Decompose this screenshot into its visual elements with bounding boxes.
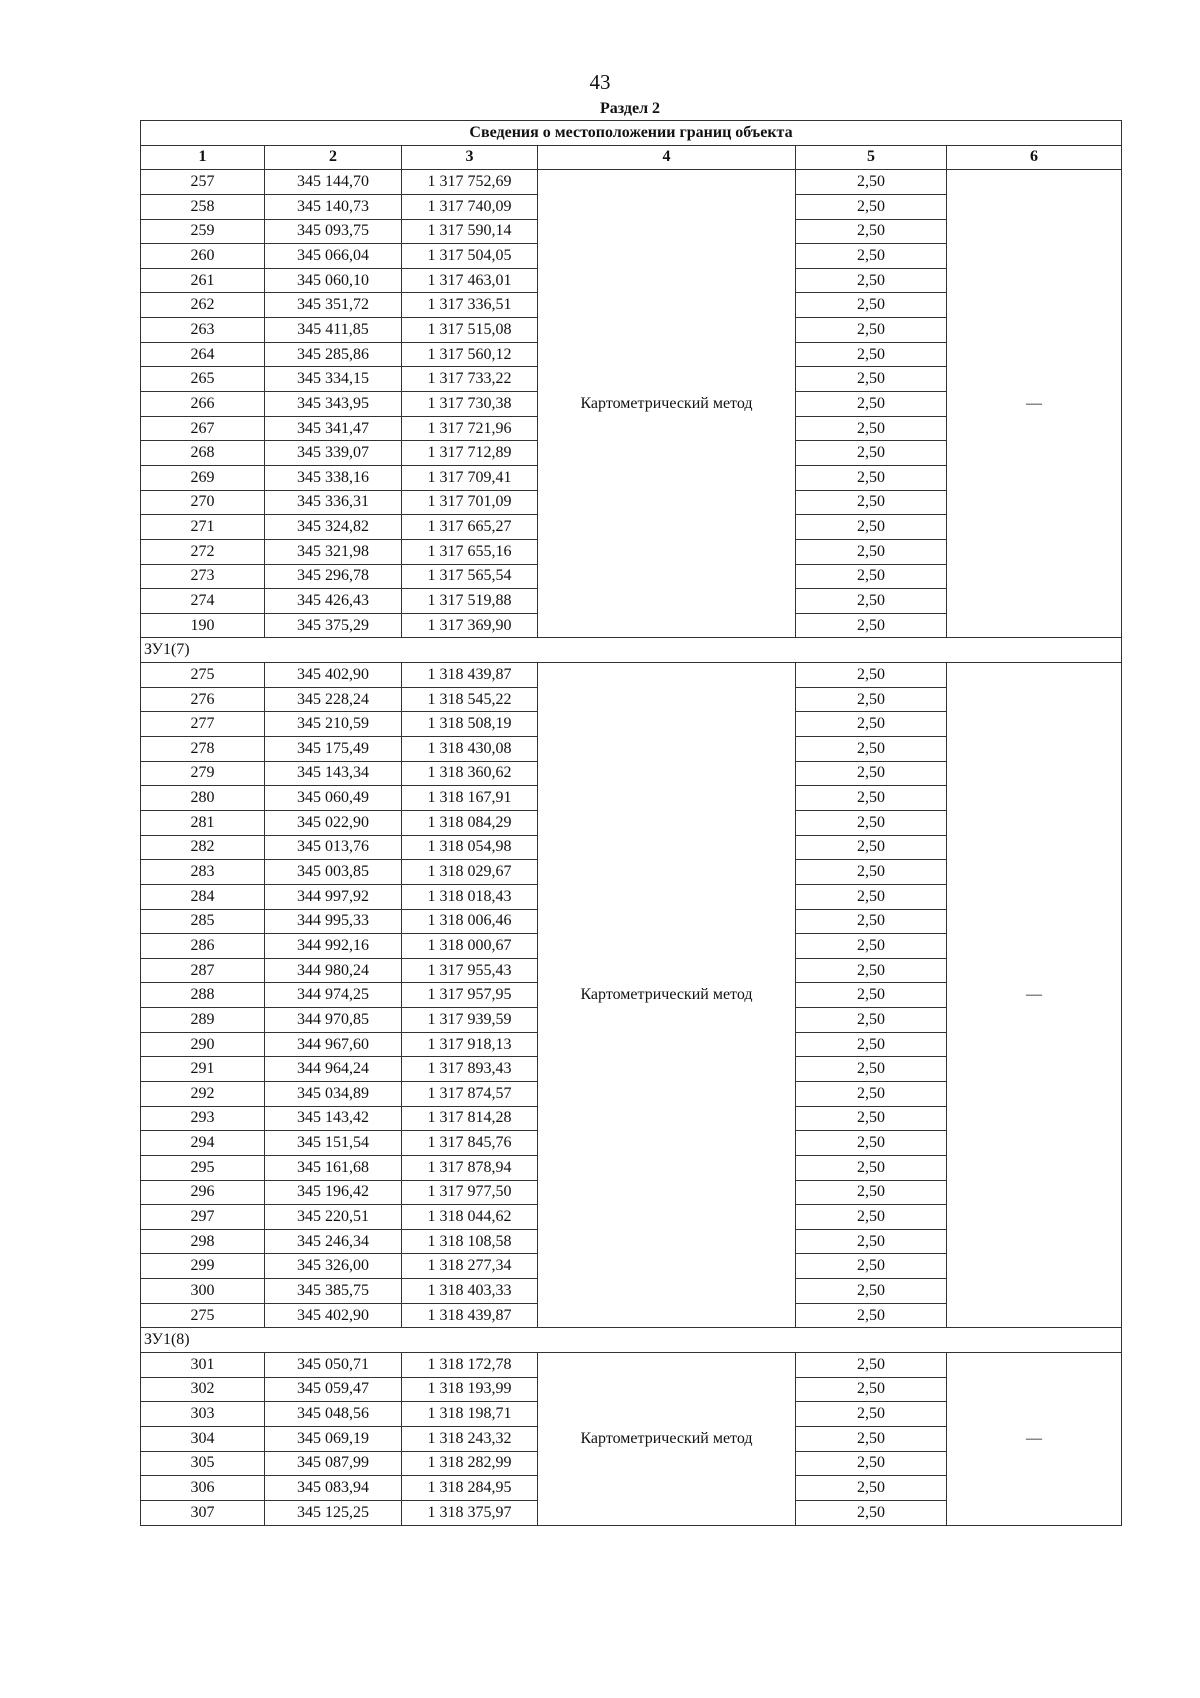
point-number-cell: 287 — [141, 958, 265, 983]
y-coordinate-cell: 1 317 752,69 — [402, 170, 538, 195]
x-coordinate-cell: 345 066,04 — [265, 244, 402, 269]
point-number-cell: 190 — [141, 613, 265, 638]
y-coordinate-cell: 1 317 369,90 — [402, 613, 538, 638]
y-coordinate-cell: 1 317 740,09 — [402, 194, 538, 219]
y-coordinate-cell: 1 318 439,87 — [402, 663, 538, 688]
x-coordinate-cell: 345 143,42 — [265, 1106, 402, 1131]
accuracy-cell: 2,50 — [796, 1081, 947, 1106]
y-coordinate-cell: 1 318 018,43 — [402, 884, 538, 909]
y-coordinate-cell: 1 317 665,27 — [402, 515, 538, 540]
accuracy-cell: 2,50 — [796, 1402, 947, 1427]
point-number-cell: 263 — [141, 318, 265, 343]
table-body — [141, 121, 1122, 1526]
column-header: 3 — [402, 145, 538, 170]
accuracy-cell: 2,50 — [796, 1377, 947, 1402]
accuracy-cell: 2,50 — [796, 687, 947, 712]
y-coordinate-cell: 1 317 336,51 — [402, 293, 538, 318]
x-coordinate-cell: 345 385,75 — [265, 1279, 402, 1304]
y-coordinate-cell: 1 317 519,88 — [402, 589, 538, 614]
y-coordinate-cell: 1 317 955,43 — [402, 958, 538, 983]
x-coordinate-cell: 345 048,56 — [265, 1402, 402, 1427]
x-coordinate-cell: 345 069,19 — [265, 1426, 402, 1451]
x-coordinate-cell: 345 161,68 — [265, 1155, 402, 1180]
y-coordinate-cell: 1 317 893,43 — [402, 1057, 538, 1082]
caption-row — [141, 121, 1122, 146]
point-number-cell: 283 — [141, 860, 265, 885]
x-coordinate-cell: 344 970,85 — [265, 1008, 402, 1033]
point-number-cell: 266 — [141, 392, 265, 417]
point-number-cell: 281 — [141, 810, 265, 835]
point-number-cell: 274 — [141, 589, 265, 614]
point-number-cell: 265 — [141, 367, 265, 392]
x-coordinate-cell: 345 411,85 — [265, 318, 402, 343]
accuracy-cell: 2,50 — [796, 589, 947, 614]
accuracy-cell: 2,50 — [796, 860, 947, 885]
y-coordinate-cell: 1 317 504,05 — [402, 244, 538, 269]
page-number: 43 — [589, 70, 611, 94]
x-coordinate-cell: 345 087,99 — [265, 1451, 402, 1476]
y-coordinate-cell: 1 317 590,14 — [402, 219, 538, 244]
y-coordinate-cell: 1 318 000,67 — [402, 934, 538, 959]
boundary-coordinates-table — [140, 120, 1122, 1526]
point-number-cell: 269 — [141, 465, 265, 490]
y-coordinate-cell: 1 317 939,59 — [402, 1008, 538, 1033]
accuracy-cell: 2,50 — [796, 318, 947, 343]
accuracy-cell: 2,50 — [796, 268, 947, 293]
point-number-cell: 282 — [141, 835, 265, 860]
y-coordinate-cell: 1 318 193,99 — [402, 1377, 538, 1402]
group-row — [141, 638, 1122, 663]
point-number-cell: 284 — [141, 884, 265, 909]
column-header: 5 — [796, 145, 947, 170]
accuracy-cell: 2,50 — [796, 1229, 947, 1254]
point-number-cell: 293 — [141, 1106, 265, 1131]
accuracy-cell: 2,50 — [796, 1451, 947, 1476]
point-number-cell: 258 — [141, 194, 265, 219]
point-number-cell: 289 — [141, 1008, 265, 1033]
accuracy-cell: 2,50 — [796, 958, 947, 983]
y-coordinate-cell: 1 317 712,89 — [402, 441, 538, 466]
x-coordinate-cell: 345 228,24 — [265, 687, 402, 712]
table-row — [141, 1353, 1122, 1378]
point-number-cell: 296 — [141, 1180, 265, 1205]
point-number-cell: 270 — [141, 490, 265, 515]
y-coordinate-cell: 1 318 108,58 — [402, 1229, 538, 1254]
accuracy-cell: 2,50 — [796, 835, 947, 860]
point-number-cell: 303 — [141, 1402, 265, 1427]
section-title: Раздел 2 — [599, 100, 661, 117]
point-number-cell: 305 — [141, 1451, 265, 1476]
point-number-cell: 280 — [141, 786, 265, 811]
group-label: ЗУ1(8) — [141, 1328, 1122, 1353]
point-number-cell: 275 — [141, 663, 265, 688]
point-number-cell: 267 — [141, 416, 265, 441]
accuracy-cell: 2,50 — [796, 761, 947, 786]
accuracy-cell: 2,50 — [796, 1057, 947, 1082]
x-coordinate-cell: 345 143,34 — [265, 761, 402, 786]
point-number-cell: 273 — [141, 564, 265, 589]
point-number-cell: 268 — [141, 441, 265, 466]
accuracy-cell: 2,50 — [796, 934, 947, 959]
accuracy-cell: 2,50 — [796, 441, 947, 466]
accuracy-cell: 2,50 — [796, 219, 947, 244]
point-number-cell: 304 — [141, 1426, 265, 1451]
y-coordinate-cell: 1 318 508,19 — [402, 712, 538, 737]
point-number-cell: 300 — [141, 1279, 265, 1304]
x-coordinate-cell: 344 980,24 — [265, 958, 402, 983]
point-number-cell: 290 — [141, 1032, 265, 1057]
point-number-cell: 307 — [141, 1500, 265, 1525]
point-number-cell: 295 — [141, 1155, 265, 1180]
y-coordinate-cell: 1 317 721,96 — [402, 416, 538, 441]
point-number-cell: 262 — [141, 293, 265, 318]
x-coordinate-cell: 345 324,82 — [265, 515, 402, 540]
table-row — [141, 663, 1122, 688]
x-coordinate-cell: 344 992,16 — [265, 934, 402, 959]
accuracy-cell: 2,50 — [796, 1500, 947, 1525]
x-coordinate-cell: 345 246,34 — [265, 1229, 402, 1254]
accuracy-cell: 2,50 — [796, 983, 947, 1008]
accuracy-cell: 2,50 — [796, 1106, 947, 1131]
point-number-cell: 299 — [141, 1254, 265, 1279]
x-coordinate-cell: 345 375,29 — [265, 613, 402, 638]
y-coordinate-cell: 1 318 545,22 — [402, 687, 538, 712]
column-header: 6 — [947, 145, 1122, 170]
y-coordinate-cell: 1 317 814,28 — [402, 1106, 538, 1131]
y-coordinate-cell: 1 318 284,95 — [402, 1476, 538, 1501]
point-number-cell: 272 — [141, 539, 265, 564]
point-number-cell: 278 — [141, 737, 265, 762]
x-coordinate-cell: 345 402,90 — [265, 1303, 402, 1328]
accuracy-cell: 2,50 — [796, 342, 947, 367]
x-coordinate-cell: 345 321,98 — [265, 539, 402, 564]
x-coordinate-cell: 345 060,49 — [265, 786, 402, 811]
x-coordinate-cell: 345 210,59 — [265, 712, 402, 737]
x-coordinate-cell: 344 964,24 — [265, 1057, 402, 1082]
accuracy-cell: 2,50 — [796, 1032, 947, 1057]
x-coordinate-cell: 345 341,47 — [265, 416, 402, 441]
column-header-row — [141, 145, 1122, 170]
accuracy-cell: 2,50 — [796, 367, 947, 392]
accuracy-cell: 2,50 — [796, 1426, 947, 1451]
x-coordinate-cell: 345 339,07 — [265, 441, 402, 466]
method-cell: Картометрический метод — [538, 663, 796, 1328]
y-coordinate-cell: 1 318 044,62 — [402, 1205, 538, 1230]
accuracy-cell: 2,50 — [796, 663, 947, 688]
column-6-cell: — — [947, 170, 1122, 638]
x-coordinate-cell: 345 343,95 — [265, 392, 402, 417]
y-coordinate-cell: 1 318 360,62 — [402, 761, 538, 786]
y-coordinate-cell: 1 317 655,16 — [402, 539, 538, 564]
accuracy-cell: 2,50 — [796, 712, 947, 737]
y-coordinate-cell: 1 318 243,32 — [402, 1426, 538, 1451]
y-coordinate-cell: 1 318 172,78 — [402, 1353, 538, 1378]
accuracy-cell: 2,50 — [796, 1205, 947, 1230]
point-number-cell: 271 — [141, 515, 265, 540]
point-number-cell: 260 — [141, 244, 265, 269]
accuracy-cell: 2,50 — [796, 244, 947, 269]
accuracy-cell: 2,50 — [796, 490, 947, 515]
point-number-cell: 257 — [141, 170, 265, 195]
accuracy-cell: 2,50 — [796, 613, 947, 638]
point-number-cell: 279 — [141, 761, 265, 786]
point-number-cell: 286 — [141, 934, 265, 959]
point-number-cell: 275 — [141, 1303, 265, 1328]
point-number-cell: 261 — [141, 268, 265, 293]
point-number-cell: 297 — [141, 1205, 265, 1230]
accuracy-cell: 2,50 — [796, 737, 947, 762]
accuracy-cell: 2,50 — [796, 1476, 947, 1501]
x-coordinate-cell: 344 967,60 — [265, 1032, 402, 1057]
y-coordinate-cell: 1 317 733,22 — [402, 367, 538, 392]
x-coordinate-cell: 345 402,90 — [265, 663, 402, 688]
x-coordinate-cell: 345 060,10 — [265, 268, 402, 293]
x-coordinate-cell: 345 125,25 — [265, 1500, 402, 1525]
y-coordinate-cell: 1 317 701,09 — [402, 490, 538, 515]
y-coordinate-cell: 1 317 874,57 — [402, 1081, 538, 1106]
accuracy-cell: 2,50 — [796, 293, 947, 318]
accuracy-cell: 2,50 — [796, 909, 947, 934]
accuracy-cell: 2,50 — [796, 786, 947, 811]
table-row — [141, 170, 1122, 195]
accuracy-cell: 2,50 — [796, 416, 947, 441]
x-coordinate-cell: 345 220,51 — [265, 1205, 402, 1230]
accuracy-cell: 2,50 — [796, 1155, 947, 1180]
point-number-cell: 292 — [141, 1081, 265, 1106]
accuracy-cell: 2,50 — [796, 1008, 947, 1033]
accuracy-cell: 2,50 — [796, 194, 947, 219]
x-coordinate-cell: 345 351,72 — [265, 293, 402, 318]
y-coordinate-cell: 1 318 439,87 — [402, 1303, 538, 1328]
x-coordinate-cell: 345 151,54 — [265, 1131, 402, 1156]
x-coordinate-cell: 345 093,75 — [265, 219, 402, 244]
y-coordinate-cell: 1 317 977,50 — [402, 1180, 538, 1205]
y-coordinate-cell: 1 318 277,34 — [402, 1254, 538, 1279]
accuracy-cell: 2,50 — [796, 810, 947, 835]
accuracy-cell: 2,50 — [796, 392, 947, 417]
column-header: 2 — [265, 145, 402, 170]
x-coordinate-cell: 345 175,49 — [265, 737, 402, 762]
point-number-cell: 302 — [141, 1377, 265, 1402]
y-coordinate-cell: 1 318 430,08 — [402, 737, 538, 762]
y-coordinate-cell: 1 317 463,01 — [402, 268, 538, 293]
y-coordinate-cell: 1 317 730,38 — [402, 392, 538, 417]
y-coordinate-cell: 1 317 709,41 — [402, 465, 538, 490]
point-number-cell: 291 — [141, 1057, 265, 1082]
point-number-cell: 306 — [141, 1476, 265, 1501]
y-coordinate-cell: 1 317 957,95 — [402, 983, 538, 1008]
point-number-cell: 285 — [141, 909, 265, 934]
y-coordinate-cell: 1 318 403,33 — [402, 1279, 538, 1304]
y-coordinate-cell: 1 318 282,99 — [402, 1451, 538, 1476]
x-coordinate-cell: 345 338,16 — [265, 465, 402, 490]
column-header: 4 — [538, 145, 796, 170]
accuracy-cell: 2,50 — [796, 515, 947, 540]
point-number-cell: 276 — [141, 687, 265, 712]
table-caption: Сведения о местоположении границ объекта — [141, 121, 1122, 146]
point-number-cell: 288 — [141, 983, 265, 1008]
x-coordinate-cell: 345 196,42 — [265, 1180, 402, 1205]
method-cell: Картометрический метод — [538, 170, 796, 638]
column-6-cell: — — [947, 663, 1122, 1328]
column-6-cell: — — [947, 1353, 1122, 1525]
x-coordinate-cell: 345 013,76 — [265, 835, 402, 860]
y-coordinate-cell: 1 317 515,08 — [402, 318, 538, 343]
x-coordinate-cell: 345 326,00 — [265, 1254, 402, 1279]
y-coordinate-cell: 1 318 006,46 — [402, 909, 538, 934]
y-coordinate-cell: 1 318 029,67 — [402, 860, 538, 885]
x-coordinate-cell: 344 997,92 — [265, 884, 402, 909]
x-coordinate-cell: 345 296,78 — [265, 564, 402, 589]
group-label: ЗУ1(7) — [141, 638, 1122, 663]
y-coordinate-cell: 1 317 918,13 — [402, 1032, 538, 1057]
group-row — [141, 1328, 1122, 1353]
accuracy-cell: 2,50 — [796, 1131, 947, 1156]
y-coordinate-cell: 1 318 375,97 — [402, 1500, 538, 1525]
y-coordinate-cell: 1 317 565,54 — [402, 564, 538, 589]
x-coordinate-cell: 345 426,43 — [265, 589, 402, 614]
point-number-cell: 294 — [141, 1131, 265, 1156]
x-coordinate-cell: 345 083,94 — [265, 1476, 402, 1501]
point-number-cell: 298 — [141, 1229, 265, 1254]
accuracy-cell: 2,50 — [796, 170, 947, 195]
accuracy-cell: 2,50 — [796, 465, 947, 490]
x-coordinate-cell: 345 334,15 — [265, 367, 402, 392]
point-number-cell: 301 — [141, 1353, 265, 1378]
point-number-cell: 277 — [141, 712, 265, 737]
y-coordinate-cell: 1 318 084,29 — [402, 810, 538, 835]
y-coordinate-cell: 1 318 167,91 — [402, 786, 538, 811]
x-coordinate-cell: 345 140,73 — [265, 194, 402, 219]
x-coordinate-cell: 345 022,90 — [265, 810, 402, 835]
accuracy-cell: 2,50 — [796, 1180, 947, 1205]
x-coordinate-cell: 345 050,71 — [265, 1353, 402, 1378]
column-header: 1 — [141, 145, 265, 170]
y-coordinate-cell: 1 318 198,71 — [402, 1402, 538, 1427]
x-coordinate-cell: 345 285,86 — [265, 342, 402, 367]
accuracy-cell: 2,50 — [796, 1279, 947, 1304]
accuracy-cell: 2,50 — [796, 564, 947, 589]
x-coordinate-cell: 345 336,31 — [265, 490, 402, 515]
y-coordinate-cell: 1 317 878,94 — [402, 1155, 538, 1180]
x-coordinate-cell: 345 034,89 — [265, 1081, 402, 1106]
accuracy-cell: 2,50 — [796, 1353, 947, 1378]
x-coordinate-cell: 344 995,33 — [265, 909, 402, 934]
x-coordinate-cell: 345 003,85 — [265, 860, 402, 885]
accuracy-cell: 2,50 — [796, 539, 947, 564]
method-cell: Картометрический метод — [538, 1353, 796, 1525]
accuracy-cell: 2,50 — [796, 1303, 947, 1328]
x-coordinate-cell: 345 059,47 — [265, 1377, 402, 1402]
point-number-cell: 264 — [141, 342, 265, 367]
accuracy-cell: 2,50 — [796, 1254, 947, 1279]
y-coordinate-cell: 1 317 560,12 — [402, 342, 538, 367]
accuracy-cell: 2,50 — [796, 884, 947, 909]
x-coordinate-cell: 344 974,25 — [265, 983, 402, 1008]
y-coordinate-cell: 1 318 054,98 — [402, 835, 538, 860]
y-coordinate-cell: 1 317 845,76 — [402, 1131, 538, 1156]
x-coordinate-cell: 345 144,70 — [265, 170, 402, 195]
point-number-cell: 259 — [141, 219, 265, 244]
